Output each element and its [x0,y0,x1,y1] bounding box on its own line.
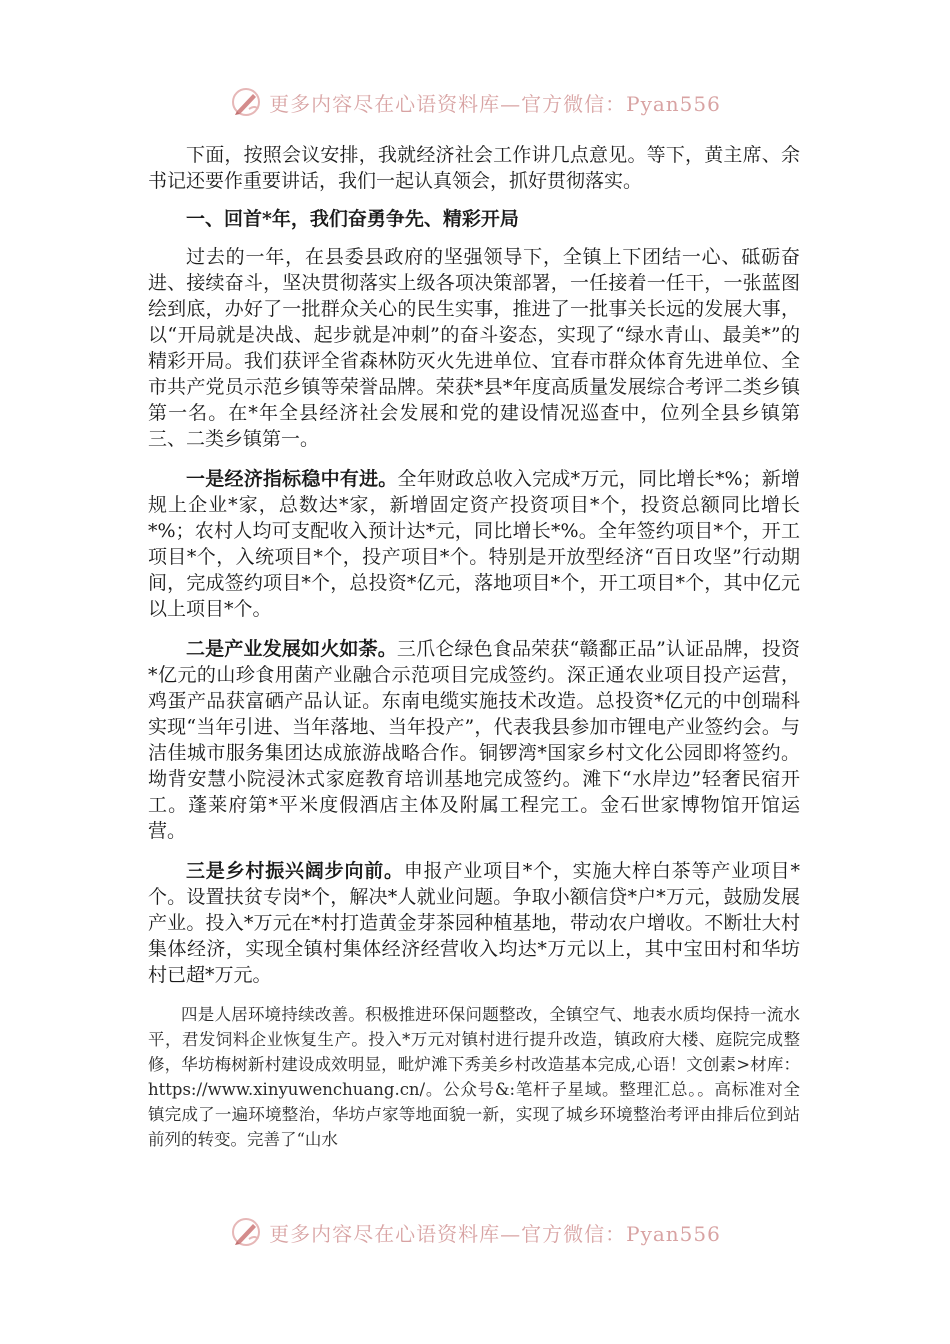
item-rural-body: 申报产业项目*个，实施大梓白茶等产业项目*个。设置扶贫专岗*个，解决*人就业问题。争取小额信贷*户*万元，鼓励发展产业。投入*万元在*村打造黄金芽茶园种植基地，带动农户增收。不断壮大村集体经济，实现全镇村集体经济经营收入均达*万元以上，其中宝田村和华坊村已超*万元。 [148,860,800,986]
item-economy-body: 全年财政总收入完成*万元，同比增长*%；新增规上企业*家，总数达*家，新增固定资产投资项目*个，投资总额同比增长*%；农村人均可支配收入预计达*元，同比增长*%。全年签约项目*个，开工项目*个，入统项目*个，投产项目*个。特别是开放型经济“百日攻坚”行动期间，完成签约项目*个，总投资*亿元，落地项目*个，开工项目*个，其中亿元以上项目*个。 [148,468,800,620]
item-industry-lead: 二是产业发展如火如荼。 [186,638,397,660]
banner-text: 更多内容尽在心语资料库—官方微信：Pyan556 [269,91,721,116]
document-body [148,142,800,1152]
item-industry-paragraph [148,636,800,844]
summary-paragraph: 过去的一年，在县委县政府的坚强领导下，全镇上下团结一心、砥砺奋进、接续奋斗，坚决贯彻落实上级各项决策部署，一任接着一任干，一张蓝图绘到底，办好了一批群众关心的民生实事，推进了一批事关长远的发展大事，以“开局就是决战、起步就是冲刺”的奋斗姿态，实现了“绿水青山、最美*”的精彩开局。我们获评全省森林防灭火先进单位、宜春市群众体育先进单位、全市共产党员示范乡镇等荣誉品牌。荣获*县*年度高质量发展综合考评二类乡镇第一名。在*年全县经济社会发展和党的建设情况巡查中，位列全县乡镇第三、二类乡镇第一。 [148,246,800,450]
banner-text: 更多内容尽在心语资料库—官方微信：Pyan556 [269,1221,721,1246]
header-watermark-banner [0,80,950,124]
section-heading: 一、回首*年，我们奋勇争先、精彩开局 [186,208,519,230]
item-environment-paragraph: 四是人居环境持续改善。积极推进环保问题整改，全镇空气、地表水质均保持一流水平，君发饲料企业恢复生产。投入*万元对镇村进行提升改造，镇政府大楼、庭院完成整修，华坊梅树新村建设成效明显，毗炉滩下秀美乡村改造基本完成,心语！文创素>材库：https://www.xinyuwenchuang.cn/。公众号&:笔杆子星域。整理汇总。。高标准对全镇完成了一遍环境整治，华坊卢家等地面貌一新，实现了城乡环境整治考评由排后位到站前列的转变。完善了“山水 [148,1005,800,1149]
item-industry-body: 三爪仑绿色食品荣获“赣鄱正品”认证品牌，投资*亿元的山珍食用菌产业融合示范项目完成签约。深正通农业项目投产运营，鸡蛋产品获富硒产品认证。东南电缆实施技术改造。总投资*亿元的中创瑞科实现“当年引进、当年落地、当年投产”，代表我县参加市锂电产业签约会。与洁佳城市服务集团达成旅游战略合作。铜锣湾*国家乡村文化公园即将签约。坳背安慧小院浸沐式家庭教育培训基地完成签约。滩下“水岸边”轻奢民宿开工。蓬莱府第*平米度假酒店主体及附属工程完工。金石世家博物馆开馆运营。 [148,638,800,842]
item-economy-lead: 一是经济指标稳中有进。 [186,468,398,490]
pen-logo-icon [229,85,263,119]
intro-paragraph: 下面，按照会议安排，我就经济社会工作讲几点意见。等下，黄主席、余书记还要作重要讲话，我们一起认真领会，抓好贯彻落实。 [148,144,800,192]
item-rural-paragraph [148,858,800,988]
item-rural-lead: 三是乡村振兴阔步向前。 [186,860,404,882]
footer-watermark-banner [0,1210,950,1254]
item-economy-paragraph [148,466,800,622]
pen-logo-icon [229,1215,263,1249]
